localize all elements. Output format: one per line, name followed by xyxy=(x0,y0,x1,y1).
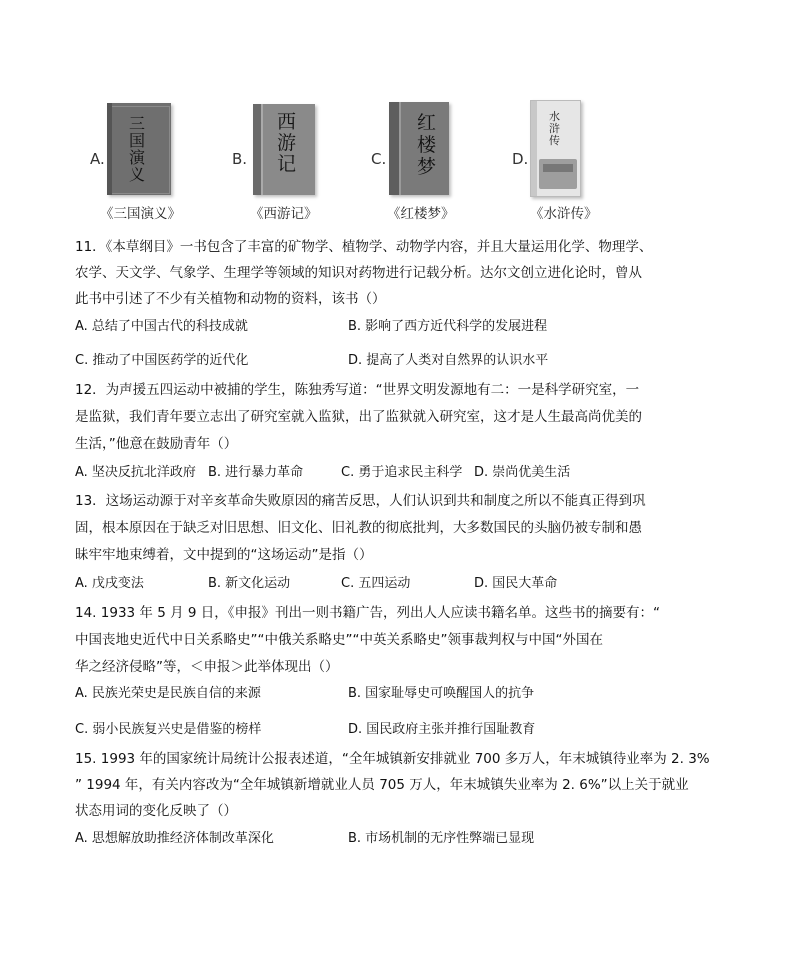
book-cover-sanguo xyxy=(107,103,171,195)
question-15-option-b: B. 市场机制的无序性弊端已显现 xyxy=(348,831,535,846)
question-14-option-d: D. 国民政府主张并推行国耻教育 xyxy=(348,722,536,737)
question-13-line-3: 昧牢牢地束缚着，文中提到的“这场运动”是指（） xyxy=(75,547,373,563)
book-cover-honglou xyxy=(389,102,449,195)
question-14-option-b: B. 国家耻辱史可唤醒国人的抗争 xyxy=(348,686,535,701)
question-14-line-3: 华之经济侵略”等，＜申报＞此举体现出（） xyxy=(75,659,339,675)
question-11-line-2: 农学、天文学、气象学、生理学等领域的知识对药物进行记载分析。达尔文创立进化论时，曾从 xyxy=(75,265,642,281)
question-12-option-d: D. 崇尚优美生活 xyxy=(474,465,571,480)
question-14-option-a: A. 民族光荣史是民族自信的来源 xyxy=(75,686,261,701)
question-15-line-1: 15. 1993 年的国家统计局统计公报表述道，“全年城镇新安排就业 700 多万人，年末城镇待业率为 2. 3% xyxy=(75,751,710,767)
question-13-line-1: 13．这场运动源于对辛亥革命失败原因的痛苦反思，人们认识到共和制度之所以不能真正得到巩 xyxy=(75,493,646,509)
question-14-line-1: 14. 1933 年 5 月 9 日，《申报》刊出一则书籍广告，列出人人应读书籍名单。这些书的摘要有：“ xyxy=(75,605,660,621)
question-15-line-2: ” 1994 年，有关内容改为“全年城镇新增就业人员 705 万人，年末城镇失业率为 2. 6%”以上关于就业 xyxy=(75,777,689,793)
question-12-line-3: 生活，”他意在鼓励青年（） xyxy=(75,436,238,452)
question-12-line-2: 是监狱，我们青年要立志出了研究室就入监狱，出了监狱就入研究室，这才是人生最高尚优美的 xyxy=(75,409,642,425)
question-12-line-1: 12．为声援五四运动中被捕的学生，陈独秀写道：“世界文明发源地有二：一是科学研究室，一 xyxy=(75,382,640,398)
question-14-line-2: 中国丧地史近代中日关系略史”“中俄关系略史”“中英关系略史”领事裁判权与中国“外国在 xyxy=(75,632,603,648)
question-12-option-b: B. 进行暴力革命 xyxy=(208,465,304,480)
question-12-option-a: A. 坚决反抗北洋政府 xyxy=(75,465,196,480)
option-letter-c: C. xyxy=(371,150,387,168)
question-11-option-b: B. 影响了西方近代科学的发展进程 xyxy=(348,319,548,334)
question-13-option-d: D. 国民大革命 xyxy=(474,576,558,591)
question-13-option-a: A. 戊戌变法 xyxy=(75,576,144,591)
book-title-shuihu: 水浒传 xyxy=(549,110,560,147)
book-caption-shuihu: 《水浒传》 xyxy=(530,206,598,222)
option-letter-b: B. xyxy=(232,150,248,168)
question-13-option-b: B. 新文化运动 xyxy=(208,576,291,591)
question-13-line-2: 固，根本原因在于缺乏对旧思想、旧文化、旧礼教的彻底批判，大多数国民的头脑仍被专制和愚 xyxy=(75,520,642,536)
book-caption-sanguo: 《三国演义》 xyxy=(100,206,181,222)
book-cover-xiyou xyxy=(253,104,315,195)
book-cover-shuihu xyxy=(530,100,581,197)
book-title-honglou: 红楼梦 xyxy=(417,112,437,178)
question-11-line-3: 此书中引述了不少有关植物和动物的资料，该书（） xyxy=(75,291,386,307)
question-11-line-1: 11．《本草纲目》一书包含了丰富的矿物学、植物学、动物学内容，并且大量运用化学、物理学、 xyxy=(75,239,653,255)
option-letter-a: A. xyxy=(90,150,105,168)
book-title-sanguo: 三国演义 xyxy=(129,114,146,184)
book-title-xiyou: 西游记 xyxy=(277,111,297,175)
book-caption-honglou: 《红楼梦》 xyxy=(387,206,455,222)
question-12-option-c: C. 勇于追求民主科学 xyxy=(341,465,463,480)
question-11-option-c: C. 推动了中国医药学的近代化 xyxy=(75,353,249,368)
option-letter-d: D. xyxy=(512,150,529,168)
question-13-option-c: C. 五四运动 xyxy=(341,576,411,591)
question-15-option-a: A. 思想解放助推经济体制改革深化 xyxy=(75,831,274,846)
question-11-option-d: D. 提高了人类对自然界的认识水平 xyxy=(348,353,549,368)
question-11-option-a: A. 总结了中国古代的科技成就 xyxy=(75,319,248,334)
question-14-option-c: C. 弱小民族复兴史是借鉴的榜样 xyxy=(75,722,262,737)
book-caption-xiyou: 《西游记》 xyxy=(250,206,318,222)
question-15-line-3: 状态用词的变化反映了（） xyxy=(75,803,237,819)
